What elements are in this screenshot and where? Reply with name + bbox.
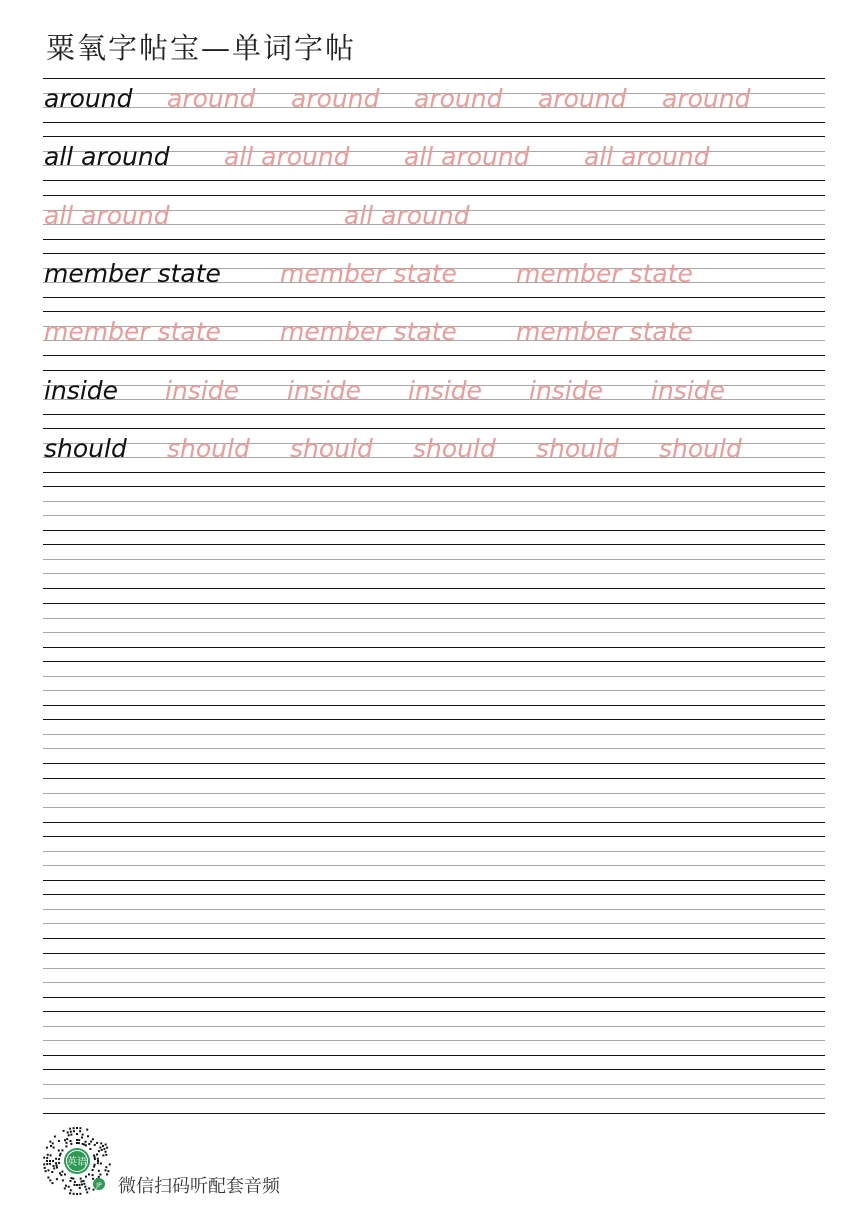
ruled-line <box>43 428 825 429</box>
ruled-line <box>43 544 825 545</box>
qr-dot <box>49 1141 51 1143</box>
qr-dot <box>60 1153 62 1155</box>
ruled-line <box>43 1040 825 1041</box>
qr-dot <box>94 1156 96 1158</box>
ruled-line <box>43 632 825 633</box>
qr-dot <box>94 1164 96 1166</box>
ruled-line <box>43 647 825 648</box>
qr-dot <box>79 1130 81 1132</box>
ruled-line <box>43 851 825 852</box>
qr-dot <box>92 1174 94 1176</box>
ruled-line <box>43 909 825 910</box>
qr-dot <box>83 1180 85 1182</box>
qr-dot <box>49 1163 51 1165</box>
ruled-line <box>43 122 825 123</box>
trace-word: member state <box>280 317 457 346</box>
qr-dot <box>74 1184 76 1186</box>
ruled-line <box>43 297 825 298</box>
qr-dot <box>49 1160 51 1162</box>
qr-dot <box>84 1186 86 1188</box>
qr-dot <box>73 1130 75 1132</box>
ruled-line <box>43 748 825 749</box>
ruled-line <box>43 793 825 794</box>
qr-dot <box>67 1132 69 1134</box>
qr-dot <box>79 1193 81 1195</box>
model-word: all around <box>44 142 170 171</box>
ruled-line <box>43 501 825 502</box>
qr-dot <box>55 1158 57 1160</box>
footer <box>42 1126 442 1200</box>
trace-word: all around <box>404 142 530 171</box>
qr-dot <box>100 1163 102 1165</box>
qr-dot <box>74 1181 76 1183</box>
qr-dot <box>81 1137 83 1139</box>
ruled-line <box>43 180 825 181</box>
qr-dot <box>64 1139 66 1141</box>
ruled-line <box>43 968 825 969</box>
ruled-line <box>43 997 825 998</box>
qr-dot <box>80 1181 82 1183</box>
qr-dot <box>59 1172 61 1174</box>
qr-dot <box>58 1162 60 1164</box>
qr-dot <box>58 1150 60 1152</box>
ruled-line <box>43 355 825 356</box>
trace-word: inside <box>408 376 483 405</box>
ruled-line <box>43 1055 825 1056</box>
trace-word: around <box>414 84 503 113</box>
ruled-line <box>43 822 825 823</box>
qr-dot <box>65 1145 67 1147</box>
trace-word: member state <box>280 259 457 288</box>
ruled-line <box>43 763 825 764</box>
ruled-line <box>43 690 825 691</box>
page-title: 粟氧字帖宝—单词字帖 <box>46 31 357 65</box>
qr-dot <box>56 1167 58 1169</box>
ruled-line <box>43 1011 825 1012</box>
ruled-line <box>43 136 825 137</box>
qr-dot <box>86 1129 88 1131</box>
qr-dot <box>93 1189 95 1191</box>
ruled-line <box>43 195 825 196</box>
ruled-line <box>43 676 825 677</box>
qr-dot <box>100 1142 102 1144</box>
ruled-line <box>43 923 825 924</box>
qr-dot <box>102 1154 104 1156</box>
qr-dot <box>58 1140 60 1142</box>
ruled-line <box>43 865 825 866</box>
qr-dot <box>82 1143 84 1145</box>
qr-dot <box>53 1165 55 1167</box>
ruled-line <box>43 311 825 312</box>
ruled-line <box>43 559 825 560</box>
trace-word: should <box>167 434 250 463</box>
qr-dot <box>105 1154 107 1156</box>
trace-word: should <box>659 434 742 463</box>
qr-dot <box>68 1186 70 1188</box>
qr-dot <box>52 1182 54 1184</box>
qr-dot <box>79 1184 81 1186</box>
qr-dot <box>46 1160 48 1162</box>
trace-word: should <box>536 434 619 463</box>
qr-dot <box>98 1150 100 1152</box>
qr-dot <box>83 1183 85 1185</box>
qr-dot <box>82 1134 84 1136</box>
ruled-line <box>43 588 825 589</box>
trace-word: inside <box>651 376 726 405</box>
qr-dot <box>96 1154 98 1156</box>
ruled-line <box>43 938 825 939</box>
qr-dot <box>70 1143 72 1145</box>
qr-dot <box>46 1147 48 1149</box>
qr-dot <box>70 1131 72 1133</box>
qr-dot <box>76 1184 78 1186</box>
qr-dot <box>73 1193 75 1195</box>
qr-dot <box>92 1178 94 1180</box>
qr-small-label: JP <box>96 1182 102 1189</box>
trace-word: around <box>291 84 380 113</box>
qr-dot <box>88 1143 90 1145</box>
ruled-line <box>43 1098 825 1099</box>
qr-dot <box>105 1151 107 1153</box>
ruled-line <box>43 1069 825 1070</box>
qr-dot <box>61 1149 63 1151</box>
qr-dot <box>106 1173 108 1175</box>
trace-word: should <box>290 434 373 463</box>
ruled-line <box>43 472 825 473</box>
model-word: member state <box>44 259 221 288</box>
qr-dot <box>105 1166 107 1168</box>
trace-word: all around <box>44 201 170 230</box>
qr-dot <box>103 1148 105 1150</box>
qr-dot <box>98 1170 100 1172</box>
qr-dot <box>76 1139 78 1141</box>
qr-dot <box>79 1187 81 1189</box>
qr-dot <box>44 1167 46 1169</box>
qr-dot <box>92 1138 94 1140</box>
qr-dot <box>58 1158 60 1160</box>
qr-dot <box>81 1184 83 1186</box>
qr-dot <box>69 1192 71 1194</box>
qr-dot <box>99 1147 101 1149</box>
qr-dot <box>64 1187 66 1189</box>
ruled-line <box>43 78 825 79</box>
trace-word: around <box>167 84 256 113</box>
trace-word: inside <box>287 376 362 405</box>
trace-word: inside <box>529 376 604 405</box>
qr-dot <box>90 1141 92 1143</box>
ruled-line <box>43 370 825 371</box>
ruled-line <box>43 734 825 735</box>
trace-word: inside <box>165 376 240 405</box>
ruled-line <box>43 705 825 706</box>
qr-dot <box>92 1169 94 1171</box>
ruled-line <box>43 603 825 604</box>
qr-dot <box>54 1136 56 1138</box>
qr-code-icon[interactable] <box>42 1126 112 1196</box>
ruled-line <box>43 1084 825 1085</box>
trace-word: member state <box>516 259 693 288</box>
qr-dot <box>53 1147 55 1149</box>
qr-dot <box>62 1179 64 1181</box>
qr-dot <box>94 1144 96 1146</box>
qr-dot <box>50 1145 52 1147</box>
trace-word: all around <box>344 201 470 230</box>
trace-word: should <box>413 434 496 463</box>
qr-dot <box>93 1154 95 1156</box>
qr-dot <box>59 1154 61 1156</box>
ruled-line <box>43 982 825 983</box>
trace-word: all around <box>584 142 710 171</box>
qr-dot <box>52 1160 54 1162</box>
qr-dot <box>97 1162 99 1164</box>
ruled-line <box>43 836 825 837</box>
ruled-line <box>43 807 825 808</box>
qr-dot <box>69 1128 71 1130</box>
model-word: inside <box>44 376 119 405</box>
qr-dot <box>65 1185 67 1187</box>
qr-dot <box>46 1157 48 1159</box>
qr-dot <box>63 1130 65 1132</box>
qr-dot <box>85 1144 87 1146</box>
qr-dot <box>64 1173 66 1175</box>
model-word: around <box>44 84 133 113</box>
trace-word: around <box>538 84 627 113</box>
qr-dot <box>43 1157 45 1159</box>
qr-dot <box>98 1176 100 1178</box>
qr-dot <box>51 1171 53 1173</box>
qr-dot <box>53 1167 55 1169</box>
qr-dot <box>96 1142 98 1144</box>
qr-dot <box>46 1163 48 1165</box>
qr-dot <box>93 1166 95 1168</box>
ruled-line <box>43 573 825 574</box>
ruled-line <box>43 661 825 662</box>
qr-dot <box>72 1178 74 1180</box>
qr-dot <box>78 1139 80 1141</box>
qr-dot <box>99 1174 101 1176</box>
qr-dot <box>66 1142 68 1144</box>
qr-dot <box>85 1189 87 1191</box>
qr-dot <box>55 1162 57 1164</box>
qr-dot <box>106 1147 108 1149</box>
qr-dot <box>109 1163 111 1165</box>
qr-dot <box>52 1142 54 1144</box>
qr-dot <box>85 1141 87 1143</box>
qr-dot <box>76 1142 78 1144</box>
qr-dot <box>49 1179 51 1181</box>
trace-word: member state <box>44 317 221 346</box>
qr-dot <box>102 1145 104 1147</box>
qr-dot <box>88 1187 90 1189</box>
qr-dot <box>97 1160 99 1162</box>
ruled-line <box>43 778 825 779</box>
qr-dot <box>43 1163 45 1165</box>
qr-dot <box>87 1135 89 1137</box>
qr-dot <box>101 1149 103 1151</box>
qr-dot <box>79 1127 81 1129</box>
ruled-line <box>43 953 825 954</box>
qr-dot <box>66 1138 68 1140</box>
qr-dot <box>70 1180 72 1182</box>
qr-dot <box>68 1134 70 1136</box>
model-word: should <box>44 434 127 463</box>
qr-dot <box>50 1154 52 1156</box>
trace-word: around <box>662 84 751 113</box>
audio-caption: 微信扫码听配套音频 <box>118 1176 280 1197</box>
qr-dot <box>80 1178 82 1180</box>
qr-dot <box>97 1158 99 1160</box>
ruled-line <box>43 253 825 254</box>
qr-dot <box>78 1142 80 1144</box>
qr-dot <box>70 1134 72 1136</box>
qr-dot <box>76 1133 78 1135</box>
qr-dot <box>88 1173 90 1175</box>
qr-dot <box>48 1169 50 1171</box>
qr-dot <box>70 1177 72 1179</box>
ruled-line <box>43 880 825 881</box>
ruled-line <box>43 530 825 531</box>
qr-dot <box>105 1144 107 1146</box>
ruled-line <box>43 414 825 415</box>
qr-dot <box>76 1193 78 1195</box>
qr-dot <box>56 1164 58 1166</box>
ruled-line <box>43 486 825 487</box>
ruled-line <box>43 515 825 516</box>
qr-dot <box>94 1158 96 1160</box>
ruled-line <box>43 894 825 895</box>
qr-dot <box>45 1170 47 1172</box>
ruled-line <box>43 719 825 720</box>
qr-dot <box>85 1176 87 1178</box>
ruled-line <box>43 1113 825 1114</box>
qr-dot <box>73 1127 75 1129</box>
qr-dot <box>56 1178 58 1180</box>
qr-dot <box>60 1174 62 1176</box>
ruled-line <box>43 1026 825 1027</box>
ruled-line <box>43 239 825 240</box>
qr-dot <box>89 1148 91 1150</box>
qr-dot <box>86 1191 88 1193</box>
ruled-line <box>43 618 825 619</box>
qr-dot <box>47 1154 49 1156</box>
qr-dot <box>70 1189 72 1191</box>
trace-word: member state <box>516 317 693 346</box>
qr-dot <box>107 1170 109 1172</box>
qr-dot <box>76 1127 78 1129</box>
qr-dot <box>70 1140 72 1142</box>
qr-badge-label: 英语 <box>67 1157 87 1168</box>
qr-dot <box>47 1177 49 1179</box>
qr-dot <box>105 1169 107 1171</box>
trace-word: all around <box>224 142 350 171</box>
qr-dot <box>61 1171 63 1173</box>
